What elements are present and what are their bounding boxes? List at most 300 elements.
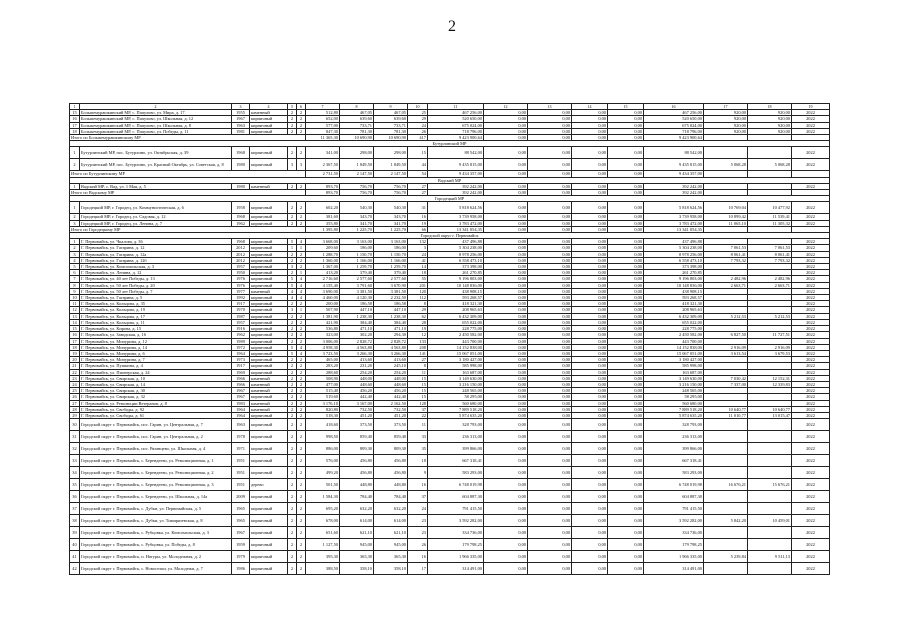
table-cell: 1972: [232, 344, 250, 350]
table-cell: 0,00: [608, 270, 644, 276]
table-cell: 2: [288, 338, 297, 344]
table-cell: 22: [408, 412, 428, 418]
table-cell: 0,00: [528, 503, 572, 515]
table-cell: 0,00: [484, 400, 528, 406]
address-cell: Г. Первомайск, ул. Кольцова, д. 11: [80, 319, 232, 325]
table-cell: 358,10: [374, 563, 408, 575]
table-cell: 373 398,00: [644, 264, 704, 270]
table-cell: 35: [70, 479, 80, 491]
table-cell: 583 293,00: [644, 467, 704, 479]
table-cell: 2: [297, 400, 306, 406]
table-cell: 2: [288, 539, 297, 551]
table-cell: 3 149 630,00: [644, 375, 704, 381]
table-cell: 15: [408, 381, 428, 387]
table-cell: 0,00: [528, 491, 572, 503]
table-cell: 2: [288, 332, 297, 338]
table-cell: 4: [297, 295, 306, 301]
table-cell: 3 690,00: [306, 288, 340, 294]
table-cell: 27: [408, 190, 428, 196]
column-number-cell: 2: [80, 104, 232, 110]
table-cell: 0,00: [528, 301, 572, 307]
table-cell: 4 155,40: [306, 282, 340, 288]
table-cell: 1983: [232, 400, 250, 406]
table-cell: 186,58: [340, 301, 374, 307]
table-cell: 358,10: [340, 563, 374, 575]
table-cell: 328 793,00: [644, 419, 704, 431]
table-cell: 2: [297, 394, 306, 400]
table-cell: 2: [297, 357, 306, 363]
table-cell: 421,90: [306, 319, 340, 325]
table-cell: 0,00: [572, 503, 608, 515]
table-cell: 477,00: [306, 381, 340, 387]
table-cell: 920,00: [748, 122, 792, 128]
table-cell: 639,60: [374, 116, 408, 122]
table-cell: 2012: [232, 251, 250, 257]
table-cell: 3 668,00: [306, 239, 340, 245]
table-cell: 6 748 019,98: [644, 479, 704, 491]
table-cell: 0,00: [608, 406, 644, 412]
table-cell: 1 127,50: [306, 539, 340, 551]
table-cell: 3: [288, 264, 297, 270]
table-row: [70, 491, 830, 503]
table-cell: 231,20: [340, 363, 374, 369]
table-cell: 334 736,00: [644, 527, 704, 539]
table-cell: 2: [288, 443, 297, 455]
address-cell: Г. Первомайск, ул. Свирская, д. 10: [80, 375, 232, 381]
table-cell: 2: [288, 406, 297, 412]
table-cell: 4: [297, 282, 306, 288]
table-cell: 399 866,00: [428, 443, 484, 455]
table-cell: 2: [288, 301, 297, 307]
table-cell: [748, 419, 792, 431]
table-cell: кирпичный: [250, 455, 288, 467]
column-number-cell: 15: [608, 104, 644, 110]
table-cell: 236 313,00: [428, 431, 484, 443]
table-cell: 0,00: [528, 190, 572, 196]
table-cell: 2: [288, 128, 297, 134]
table-cell: 2: [297, 251, 306, 257]
table-cell: 0,00: [484, 515, 528, 527]
table-cell: 920,00: [748, 110, 792, 116]
table-cell: 1966: [232, 375, 250, 381]
table-cell: 1: [297, 270, 306, 276]
table-cell: 520 650,00: [644, 116, 704, 122]
table-cell: 0,00: [608, 257, 644, 263]
table-cell: 1959: [232, 539, 250, 551]
table-cell: 5 304 238,00: [428, 245, 484, 251]
table-cell: 8: [70, 282, 80, 288]
table-cell: 0,00: [528, 443, 572, 455]
table-cell: 1980: [232, 183, 250, 189]
table-cell: 343,70: [374, 214, 408, 220]
table-cell: 2: [288, 388, 297, 394]
table-cell: 62: [408, 313, 428, 319]
table-cell: 1917: [232, 363, 250, 369]
table-cell: 604 887,30: [428, 491, 484, 503]
table-cell: 2 162,50: [374, 400, 408, 406]
table-cell: 0,00: [528, 400, 572, 406]
table-cell: 2: [297, 110, 306, 116]
table-cell: 2022: [792, 563, 830, 575]
table-cell: 2: [288, 202, 297, 214]
table-cell: 2: [288, 110, 297, 116]
table-cell: 379,40: [340, 270, 374, 276]
table-cell: 6 432 309,00: [644, 313, 704, 319]
table-cell: кирпичный: [250, 332, 288, 338]
table-cell: 3 180 427,00: [428, 357, 484, 363]
table-cell: 0,00: [572, 301, 608, 307]
table-cell: 2 577,60: [340, 276, 374, 282]
table-cell: 10 899,42: [704, 214, 748, 220]
column-number-cell: 6: [297, 104, 306, 110]
table-cell: 18: [408, 270, 428, 276]
address-cell: Г. Первомайск, ул. Ленина, д. 12: [80, 270, 232, 276]
table-cell: 17: [70, 122, 80, 128]
table-cell: 0,00: [528, 539, 572, 551]
table-cell: 1: [70, 183, 80, 189]
table-cell: 0,00: [484, 338, 528, 344]
table-cell: 1: [70, 147, 80, 159]
table-cell: 2: [288, 319, 297, 325]
table-cell: 2022: [792, 406, 830, 412]
table-cell: кирпичный: [250, 257, 288, 263]
table-cell: кирпичный: [250, 394, 288, 400]
table-cell: 18: [408, 455, 428, 467]
table-cell: 0,00: [528, 350, 572, 356]
table-cell: 2022: [792, 251, 830, 257]
table-cell: 15: [70, 110, 80, 116]
table-cell: 13 015,47: [748, 412, 792, 418]
table-cell: 0,00: [484, 563, 528, 575]
address-cell: Городской округ г. Первомайск, пос. Рязанцево, ул. Школьная, д. 4: [80, 443, 232, 455]
column-number-cell: 11: [428, 104, 484, 110]
table-cell: 27: [408, 183, 428, 189]
table-cell: 10 690,90: [340, 135, 374, 141]
table-cell: 733,71: [374, 122, 408, 128]
table-cell: 2: [288, 220, 297, 226]
table-cell: 12: [70, 307, 80, 313]
table-cell: 2: [297, 313, 306, 319]
table-cell: кирпичный: [250, 357, 288, 363]
table-cell: 1978: [232, 431, 250, 443]
table-cell: 2: [288, 257, 297, 263]
table-cell: 5 239,84: [704, 551, 748, 563]
table-cell: 4 958,30: [306, 344, 340, 350]
table-cell: 1 238,30: [340, 313, 374, 319]
table-cell: [704, 467, 748, 479]
table-cell: [704, 503, 748, 515]
table-cell: 2 367,50: [306, 159, 340, 171]
table-cell: 41: [408, 257, 428, 263]
table-cell: 0,00: [608, 539, 644, 551]
column-number-cell: 18: [748, 104, 792, 110]
table-cell: 583 293,00: [428, 467, 484, 479]
table-cell: 0,00: [608, 251, 644, 257]
table-cell: 0,00: [572, 332, 608, 338]
table-cell: 2022: [792, 128, 830, 134]
table-cell: 7 889 518,20: [428, 406, 484, 412]
table-cell: 0,00: [608, 527, 644, 539]
table-cell: 0,00: [484, 257, 528, 263]
table-cell: 2 450 582,00: [428, 332, 484, 338]
table-cell: 2: [288, 369, 297, 375]
table-cell: 471,10: [374, 326, 408, 332]
table-cell: 1916: [232, 326, 250, 332]
table-cell: 0,00: [484, 539, 528, 551]
table-cell: 8: [408, 363, 428, 369]
column-number-cell: 10: [408, 104, 428, 110]
table-cell: 2: [297, 369, 306, 375]
table-cell: 519,60: [306, 394, 340, 400]
table-row: [70, 147, 830, 159]
table-cell: 0,00: [528, 257, 572, 263]
table-cell: 0,00: [572, 527, 608, 539]
table-cell: 163 687,00: [428, 369, 484, 375]
table-cell: 456,20: [340, 388, 374, 394]
table-cell: 781,30: [340, 128, 374, 134]
table-cell: 859,40: [340, 431, 374, 443]
table-cell: каменный: [250, 381, 288, 387]
address-cell: Городецкий МР, г. Городец, ул. Садовая, д. 12: [80, 214, 232, 220]
table-cell: 0,00: [608, 338, 644, 344]
table-cell: 0,00: [608, 563, 644, 575]
table-cell: 0,00: [528, 388, 572, 394]
table-cell: каменный: [250, 183, 288, 189]
table-cell: 15 067 051,00: [644, 350, 704, 356]
table-cell: кирпичный: [250, 214, 288, 220]
table-cell: 209,60: [306, 245, 340, 251]
table-cell: 2: [288, 479, 297, 491]
table-cell: 2022: [792, 479, 830, 491]
table-cell: 820,80: [306, 406, 340, 412]
table-cell: 2: [297, 332, 306, 338]
table-cell: кирпичный: [250, 369, 288, 375]
table-cell: 4: [297, 344, 306, 350]
table-cell: 186,00: [374, 245, 408, 251]
table-cell: 0,00: [572, 295, 608, 301]
table-cell: 15: [408, 375, 428, 381]
table-cell: 0,00: [608, 412, 644, 418]
table-cell: 2: [297, 515, 306, 527]
table-cell: 2022: [792, 122, 830, 128]
table-cell: 40: [70, 539, 80, 551]
table-cell: 9 423 900,64: [428, 135, 484, 141]
table-cell: 1: [297, 307, 306, 313]
table-cell: 602,20: [306, 202, 340, 214]
address-cell: Г. Первомайск, ул. Свирская, д. 14: [80, 381, 232, 387]
table-cell: 179 798,25: [428, 539, 484, 551]
table-cell: 3 149 630,00: [428, 375, 484, 381]
table-cell: 1955: [232, 110, 250, 116]
table-cell: 58 295,00: [428, 394, 484, 400]
table-cell: 0,00: [528, 412, 572, 418]
table-cell: 5: [288, 239, 297, 245]
table-cell: 0,00: [484, 479, 528, 491]
table-cell: 2022: [792, 394, 830, 400]
table-cell: 604 887,30: [644, 491, 704, 503]
table-cell: 0,00: [528, 128, 572, 134]
table-cell: 0,00: [608, 357, 644, 363]
column-number-cell: 14: [572, 104, 608, 110]
table-cell: 443 700,00: [428, 338, 484, 344]
address-cell: Г. Первомайск, ул. Кольцова, д. 35: [80, 301, 232, 307]
table-cell: 2: [297, 406, 306, 412]
table-cell: 756,70: [374, 183, 408, 189]
table-cell: каменный: [250, 388, 288, 394]
table-cell: 9 434 357,00: [428, 171, 484, 177]
table-cell: 373 398,00: [428, 264, 484, 270]
table-cell: 0,00: [608, 319, 644, 325]
table-cell: кирпичный: [250, 515, 288, 527]
address-cell: Г. Первомайск, ул. Мичурина, д. 14: [80, 344, 232, 350]
table-cell: 0,00: [572, 319, 608, 325]
table-cell: 3 592 282,00: [428, 515, 484, 527]
table-cell: 25: [70, 388, 80, 394]
table-cell: 34: [70, 467, 80, 479]
table-cell: 2: [297, 116, 306, 122]
table-cell: 791 415,50: [428, 503, 484, 515]
table-cell: 0,00: [572, 116, 608, 122]
table-cell: 2: [288, 491, 297, 503]
table-cell: 22: [70, 369, 80, 375]
table-cell: 695,20: [306, 503, 340, 515]
table-cell: 0,00: [572, 350, 608, 356]
table-cell: 1951: [232, 479, 250, 491]
table-cell: 10 459,01: [748, 515, 792, 527]
table-cell: 2 450 582,00: [644, 332, 704, 338]
table-cell: 29: [408, 116, 428, 122]
table-cell: 1951: [232, 467, 250, 479]
table-cell: 261 270,85: [428, 270, 484, 276]
table-cell: 7 337,00: [704, 381, 748, 387]
table-cell: 1967: [232, 527, 250, 539]
table-cell: 614,00: [374, 515, 408, 527]
table-cell: 133: [408, 338, 428, 344]
table-cell: 2: [288, 467, 297, 479]
table-cell: кирпичный: [250, 159, 288, 171]
table-cell: 0,00: [528, 467, 572, 479]
table-cell: 0,00: [572, 226, 608, 232]
table-cell: 0,00: [608, 344, 644, 350]
table-cell: 9 435 815,00: [644, 159, 704, 171]
table-cell: кирпичный: [250, 147, 288, 159]
table-cell: 443 700,00: [644, 338, 704, 344]
table-cell: 0,00: [528, 110, 572, 116]
table-cell: 14: [408, 264, 428, 270]
table-cell: 0,00: [572, 220, 608, 226]
table-cell: 13 341 054,35: [428, 226, 484, 232]
table-cell: 0,00: [484, 135, 528, 141]
table-cell: 0,00: [608, 363, 644, 369]
table-cell: 0,00: [572, 357, 608, 363]
table-cell: 0,00: [528, 288, 572, 294]
table-cell: 0,00: [484, 350, 528, 356]
table-cell: 2: [288, 551, 297, 563]
table-cell: 4: [297, 288, 306, 294]
table-cell: 0,00: [484, 116, 528, 122]
table-cell: 2022: [792, 110, 830, 116]
address-cell: Г. Первомайск, ул. Гагарина, д. 12б: [80, 257, 232, 263]
table-cell: 2: [297, 363, 306, 369]
table-cell: 515,40: [306, 388, 340, 394]
address-cell: Г. Первомайск, ул. Гагарина, д. 12: [80, 245, 232, 251]
address-cell: Городской округ г. Первомайск, с. Берендеево, ул. Революционная, д. 1: [80, 455, 232, 467]
table-cell: 520 650,00: [428, 116, 484, 122]
table-cell: [748, 443, 792, 455]
table-cell: 24: [408, 503, 428, 515]
table-cell: 33: [408, 431, 428, 443]
table-cell: 11: [70, 301, 80, 307]
table-cell: 678,00: [306, 515, 340, 527]
table-cell: 18: [70, 128, 80, 134]
subtotal-label: Итого по Вадскому МР: [70, 190, 306, 196]
table-cell: 920,00: [748, 128, 792, 134]
table-cell: 16: [408, 479, 428, 491]
table-cell: 0,00: [608, 301, 644, 307]
table-cell: 0,00: [572, 419, 608, 431]
table-cell: 0,00: [608, 551, 644, 563]
table-cell: 920,00: [704, 116, 748, 122]
table-cell: 1973: [232, 357, 250, 363]
table-cell: 0,00: [528, 313, 572, 319]
table-cell: 5 874 635,20: [428, 412, 484, 418]
table-cell: 465,00: [306, 357, 340, 363]
table-cell: 0,00: [608, 491, 644, 503]
table-cell: 3 381,50: [374, 288, 408, 294]
table-cell: 0,00: [608, 128, 644, 134]
table-cell: 0,00: [572, 443, 608, 455]
table-cell: 0,00: [528, 159, 572, 171]
table-cell: каменный: [250, 288, 288, 294]
table-cell: 1968: [232, 147, 250, 159]
table-cell: 163 687,00: [644, 369, 704, 375]
table-cell: 2022: [792, 288, 830, 294]
table-cell: 392 242,00: [428, 190, 484, 196]
table-cell: 42: [70, 563, 80, 575]
table-cell: 1 288,70: [306, 251, 340, 257]
table-cell: 26: [408, 539, 428, 551]
table-cell: 2: [288, 357, 297, 363]
table-cell: 418 321,30: [428, 301, 484, 307]
address-cell: Г. Первомайск, ул. Свободы, д. 61: [80, 412, 232, 418]
table-cell: каменный: [250, 406, 288, 412]
address-cell: Г. Первомайск, ул. 40 лет Победы, д. 13: [80, 276, 232, 282]
table-cell: 0,00: [572, 313, 608, 319]
table-cell: 451,20: [374, 412, 408, 418]
table-cell: 0,00: [528, 369, 572, 375]
table-cell: 2022: [792, 419, 830, 431]
table-cell: 3 266,30: [374, 350, 408, 356]
table-row: [70, 159, 830, 171]
table-cell: 2: [297, 264, 306, 270]
table-cell: 0,00: [528, 251, 572, 257]
table-cell: 384,40: [340, 319, 374, 325]
table-cell: 4 120,30: [340, 295, 374, 301]
table-cell: 0,00: [608, 276, 644, 282]
table-cell: 2022: [792, 326, 830, 332]
table-cell: 298,00: [374, 147, 408, 159]
table-cell: 37: [408, 406, 428, 412]
table-cell: 0,00: [572, 159, 608, 171]
table-cell: 1 150,70: [374, 251, 408, 257]
table-cell: 1964: [232, 412, 250, 418]
table-cell: 15 676,21: [748, 479, 792, 491]
table-cell: 0,00: [608, 313, 644, 319]
table-cell: [748, 431, 792, 443]
table-cell: 15: [408, 147, 428, 159]
table-cell: 3: [70, 251, 80, 257]
table-cell: 0,00: [484, 190, 528, 196]
